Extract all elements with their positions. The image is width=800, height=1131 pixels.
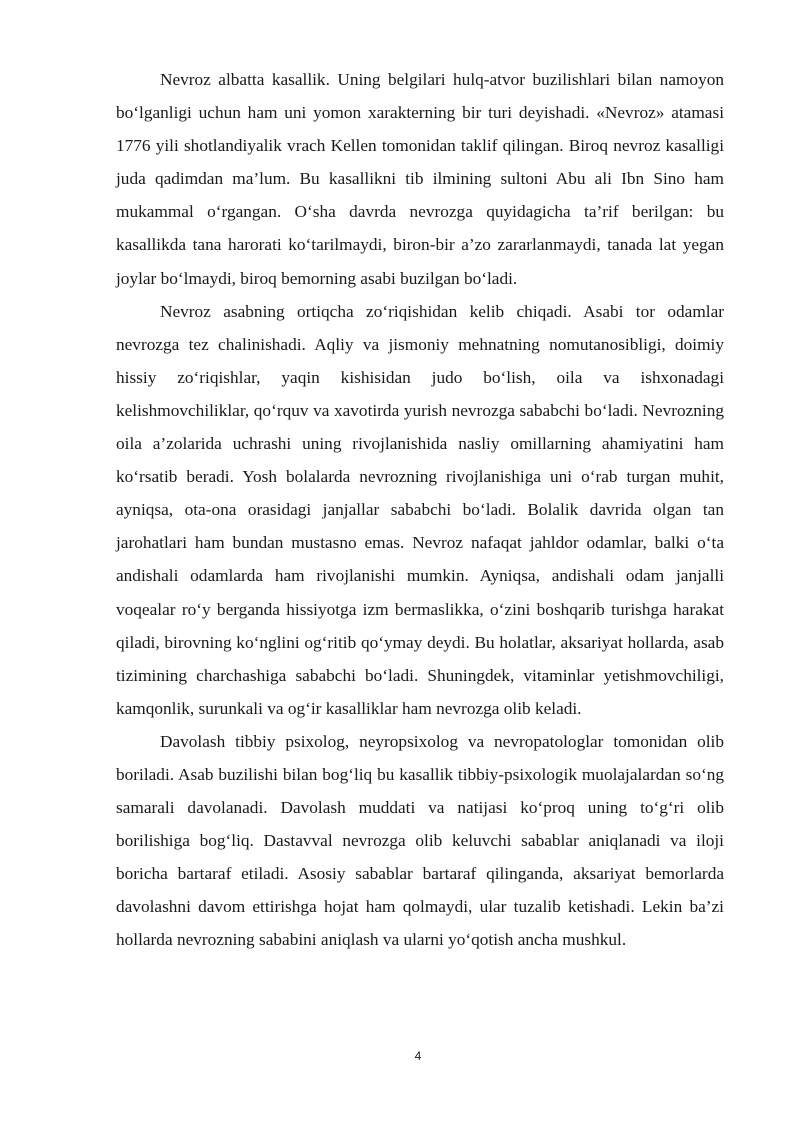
page-number: 4 [414,1049,422,1063]
paragraph-nevroz-causes: Nevroz asabning ortiqcha zo‘riqishidan kelib chiqadi. Asabi tor odamlar nevrozga tez chalinishadi. Aqliy va jismoniy mehnatning nomutanosibligi, doimiy hissiy zo‘riqishlar, yaqin kishisidan judo bo‘lish, oila va ishxonadagi kelishmovchiliklar, qo‘rquv va xavotirda yurish nevrozga sababchi bo‘ladi. Nevrozning oila a’zolarida uchrashi uning rivojlanishida nasliy omillarning ahamiyatini ham ko‘rsatib beradi. Yosh bolalarda nevrozning rivojlanishiga uni o‘rab turgan muhit, ayniqsa, ota-ona orasidagi janjallar sababchi bo‘ladi. Bolalik davrida olgan tan jarohatlari ham bundan mustasno emas. Nevroz nafaqat jahldor odamlar, balki o‘ta andishali odamlarda ham rivojlanishi mumkin. Ayniqsa, andishali odam janjalli voqealar ro‘y berganda hissiyotga izm bermaslikka, o‘zini boshqarib turishga harakat qiladi, birovning ko‘nglini og‘ritib qo‘ymay deydi. Bu holatlar, aksariyat hollarda, asab tizimining charchashiga sababchi bo‘ladi. Shuningdek, vitaminlar yetishmovchiligi, kamqonlik, surunkali va og‘ir kasalliklar ham nevrozga olib keladi. [116,301,724,718]
paragraph-nevroz-treatment: Davolash tibbiy psixolog, neyropsixolog va nevropatologlar tomonidan olib boriladi. Asab buzilishi bilan bog‘liq bu kasallik tibbiy-psixologik muolajalardan so‘ng samarali davolanadi. Davolash muddati va natijasi ko‘proq uning to‘g‘ri olib borilishiga bog‘liq. Dastavval nevrozga olib keluvchi sabablar aniqlanadi va iloji boricha bartaraf etiladi. Asosiy sabablar bartaraf qilinganda, aksariyat bemorlarda davolashni davom ettirishga hojat ham qolmaydi, ular tuzalib ketishadi. Lekin ba’zi hollarda nevrozning sababini aniqlash va ularni yo‘qotish ancha mushkul. [116,731,724,950]
paragraph-nevroz-definition: Nevroz albatta kasallik. Uning belgilari hulq-atvor buzilishlari bilan namoyon bo‘lganligi uchun ham uni yomon xarakterning bir turi deyishadi. «Nevroz» atamasi 1776 yili shotlandiyalik vrach Kellen tomonidan taklif qilingan. Biroq nevroz kasalligi juda qadimdan ma’lum. Bu kasallikni tib ilmining sultoni Abu ali Ibn Sino ham mukammal o‘rgangan. O‘sha davrda nevrozga quyidagicha ta’rif berilgan: bu kasallikda tana harorati ko‘tarilmaydi, biron-bir a’zo zararlanmaydi, tanada lat yegan joylar bo‘lmaydi, biroq bemorning asabi buzilgan bo‘ladi. [116,70,724,288]
document-body [116,63,724,957]
